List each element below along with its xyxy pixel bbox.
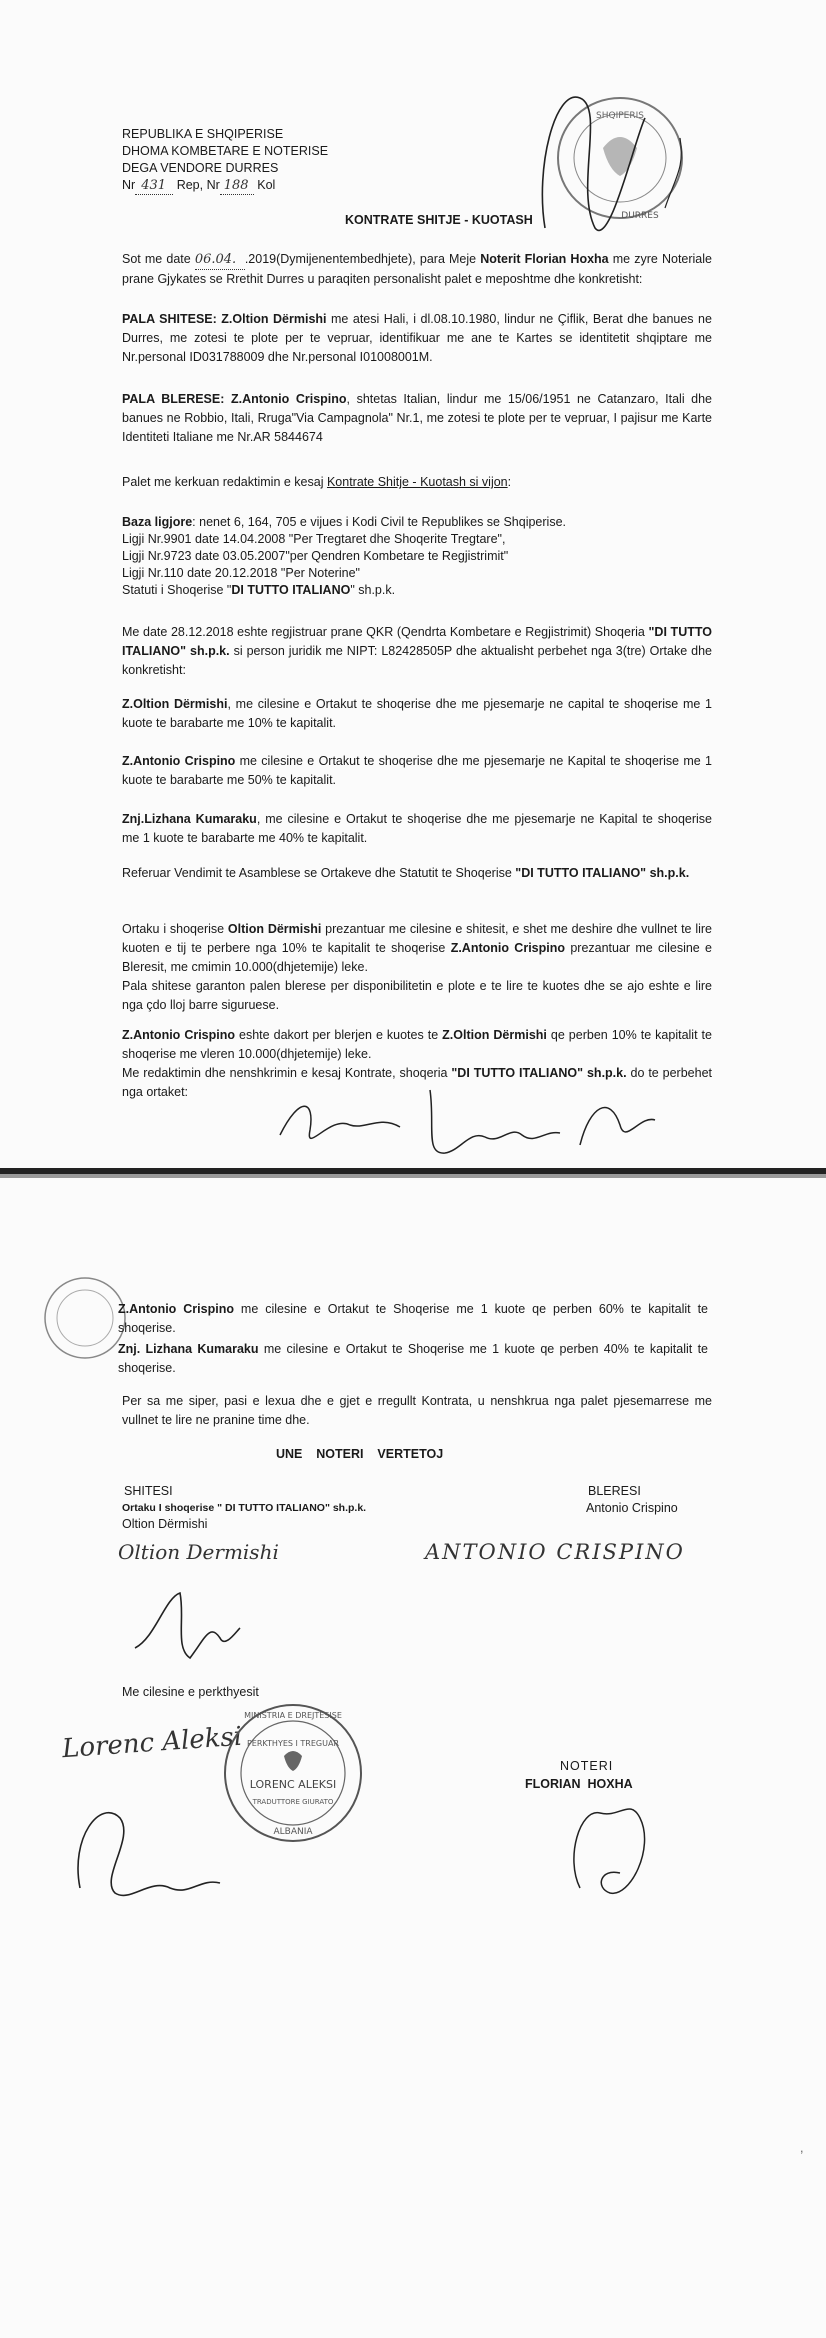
notary-signature — [560, 1788, 670, 1908]
stamp-name-text: LORENC ALEKSI — [249, 1778, 337, 1791]
law-110: Ligji Nr.110 date 20.12.2018 "Per Noterine" — [122, 566, 360, 580]
buyer-name: Antonio Crispino — [586, 1501, 678, 1515]
header-register-number: Nr 431 Rep, Nr 188 Kol — [122, 178, 276, 193]
assembly-reference: Referuar Vendimit te Asamblese se Ortakeve dhe Statutit te Shoqerise "DI TUTTO ITALIANO" sh.p.k. — [122, 866, 690, 880]
translator-signature — [60, 1778, 230, 1908]
date-handwritten: 06.04. — [194, 252, 237, 267]
buyer-handwritten-name: ANTONIO CRISPINO — [425, 1540, 685, 1564]
register-nr-handwritten: 431 — [141, 178, 167, 193]
register-rep-handwritten: 188 — [223, 178, 249, 193]
company-registration: Me date 28.12.2018 eshte regjistruar prane QKR (Qendrta Kombetare e Regjistrimit) Shoqeria "DI TUTTO ITALIANO" sh.p.k. si person juridik me NIPT: L82428505P dhe aktualisht perbehet nga 3(tre) Ortake dhe konkretisht: — [122, 625, 712, 677]
intro-paragraph: Sot me date 06.04. .2019(Dymijenentembedhjete), para Meje Noterit Florian Hoxha me zyre Noteriale prane Gjykates se Rrethit Durres u paraqiten personalisht palet e meposhtme dhe konkretisht: — [122, 252, 712, 286]
seller-signature — [125, 1578, 245, 1668]
stamp-inner-text: PERKTHYES I TREGUAR — [246, 1739, 340, 1748]
new-partner-antonio: Z.Antonio Crispino me cilesine e Ortakut te Shoqerise me 1 kuote qe perben 60% te kapitalit te shoqerise. — [118, 1302, 708, 1335]
notary-label: NOTERI — [560, 1759, 614, 1773]
header-branch: DEGA VENDORE DURRES — [122, 161, 279, 175]
partner-antonio: Z.Antonio Crispino me cilesine e Ortakut te shoqerise dhe me pjesemarje ne Kapital te shoqerise me 1 kuote te barabarte me 50% te kapitalit. — [122, 754, 712, 787]
translator-handwritten-name: Lorenc Aleksi — [61, 1721, 244, 1765]
partial-stamp — [40, 1268, 130, 1368]
contract-title: KONTRATE SHITJE - KUOTASH — [345, 213, 533, 227]
seller-party: PALA SHITESE: Z.Oltion Dërmishi me atesi Hali, i dl.08.10.1980, lindur ne Çiflik, Berat dhe banues ne Durres, me zotesi te plote per te vepruar, identifikuar me ane te Kartes se identitetit shqiptare me Nr.personal ID031788009 dhe Nr.personal I01008001M. — [122, 312, 712, 364]
notary-name: FLORIAN HOXHA — [525, 1777, 633, 1791]
company-statute: Statuti i Shoqerise "DI TUTTO ITALIANO" sh.p.k. — [122, 583, 396, 597]
seller-handwritten-name: Oltion Dermishi — [118, 1540, 279, 1564]
seller-role: Ortaku I shoqerise " DI TUTTO ITALIANO" sh.p.k. — [122, 1502, 367, 1514]
sale-paragraph: Ortaku i shoqerise Oltion Dërmishi prezantuar me cilesine e shitesit, e shet me deshire dhe vullnet te lire kuoten e tij te perbere nga 10% te kapitalit te shoqerise Z.Antonio Crispino prezantuar me cilesine e Bleresit, me cmimin 10.000(dhjetemije) leke. Pala shitese garanton palen blerese per disponibilitetin e plote e te lire te kuotes dhe se ajo eshte e lire nga çdo lloj barre siguruese. — [122, 922, 713, 1012]
seller-name: Oltion Dërmishi — [122, 1517, 208, 1531]
buyer-label: BLERESI — [588, 1484, 641, 1498]
law-9901: Ligji Nr.9901 date 14.04.2008 "Per Tregtaret dhe Shoqerite Tregtare", — [122, 532, 506, 546]
translator-stamp — [218, 1698, 368, 1848]
stamp-ring-text: MINISTRIA E DREJTESISE — [244, 1711, 342, 1720]
page1-signatures — [260, 1075, 700, 1165]
svg-text:DURRES: DURRES — [621, 211, 659, 221]
stamp-role-text: TRADUTTORE GIURATO — [252, 1798, 334, 1806]
notary-certify-heading: UNE NOTERI VERTETOJ — [276, 1447, 444, 1461]
stamp-country-text: ALBANIA — [273, 1827, 313, 1837]
svg-text:SHQIPERIS: SHQIPERIS — [596, 111, 644, 121]
new-partner-lizhana: Znj. Lizhana Kumaraku me cilesine e Ortakut te Shoqerise me 1 kuote qe perben 40% te kapitalit te shoqerise. — [118, 1342, 708, 1375]
legal-basis-first: Baza ligjore: nenet 6, 164, 705 e vijues i Kodi Civil te Republikes se Shqiperise. — [122, 515, 566, 529]
contract-page-2 — [0, 1178, 826, 2338]
header-republic: REPUBLIKA E SHQIPERISE — [122, 127, 284, 141]
margin-mark: , — [800, 2141, 804, 2155]
translator-label: Me cilesine e perkthyesit — [122, 1685, 259, 1699]
notary-seal-stamp — [525, 78, 710, 238]
agreement-paragraph: Z.Antonio Crispino eshte dakort per blerjen e kuotes te Z.Oltion Dërmishi qe perben 10% te kapitalit te shoqerise me vleren 10.000(dhjetemije) leke. Me redaktimin dhe nenshkrimin e kesaj Kontrate, shoqeria "DI TUTTO ITALIANO" sh.p.k. do te perbehet nga ortaket: — [122, 1028, 712, 1099]
partner-lizhana: Znj.Lizhana Kumaraku, me cilesine e Ortakut te shoqerise dhe me pjesemarje ne Kapital te shoqerise me 1 kuote te barabarte me 40% te kapitalit. — [122, 812, 712, 845]
partner-oltion: Z.Oltion Dërmishi, me cilesine e Ortakut te shoqerise dhe me pjesemarje ne capital te shoqerise me 1 kuote te barabarte me 10% te kapitalit. — [122, 697, 712, 730]
header-chamber: DHOMA KOMBETARE E NOTERISE — [122, 144, 329, 158]
law-9723: Ligji Nr.9723 date 03.05.2007"per Qendren Kombetare te Regjistrimit" — [122, 549, 509, 563]
request-line: Palet me kerkuan redaktimin e kesaj Kontrate Shitje - Kuotash si vijon: — [122, 475, 512, 489]
seller-label: SHITESI — [124, 1484, 173, 1498]
buyer-party: PALA BLERESE: Z.Antonio Crispino, shtetas Italian, lindur me 15/06/1951 ne Catanzaro, Itali dhe banues ne Robbio, Itali, Rruga"Via Campagnola" Nr.1, me zotesi te plote per te vepruar, I pajisur me Karte Identiteti Italiane me Nr.AR 5844674 — [122, 392, 713, 444]
closing-paragraph: Per sa me siper, pasi e lexua dhe e gjet e rregullt Kontrata, u nenshkrua nga palet pjesemarrese me vullnet te lire ne pranine time dhe. — [122, 1394, 712, 1427]
